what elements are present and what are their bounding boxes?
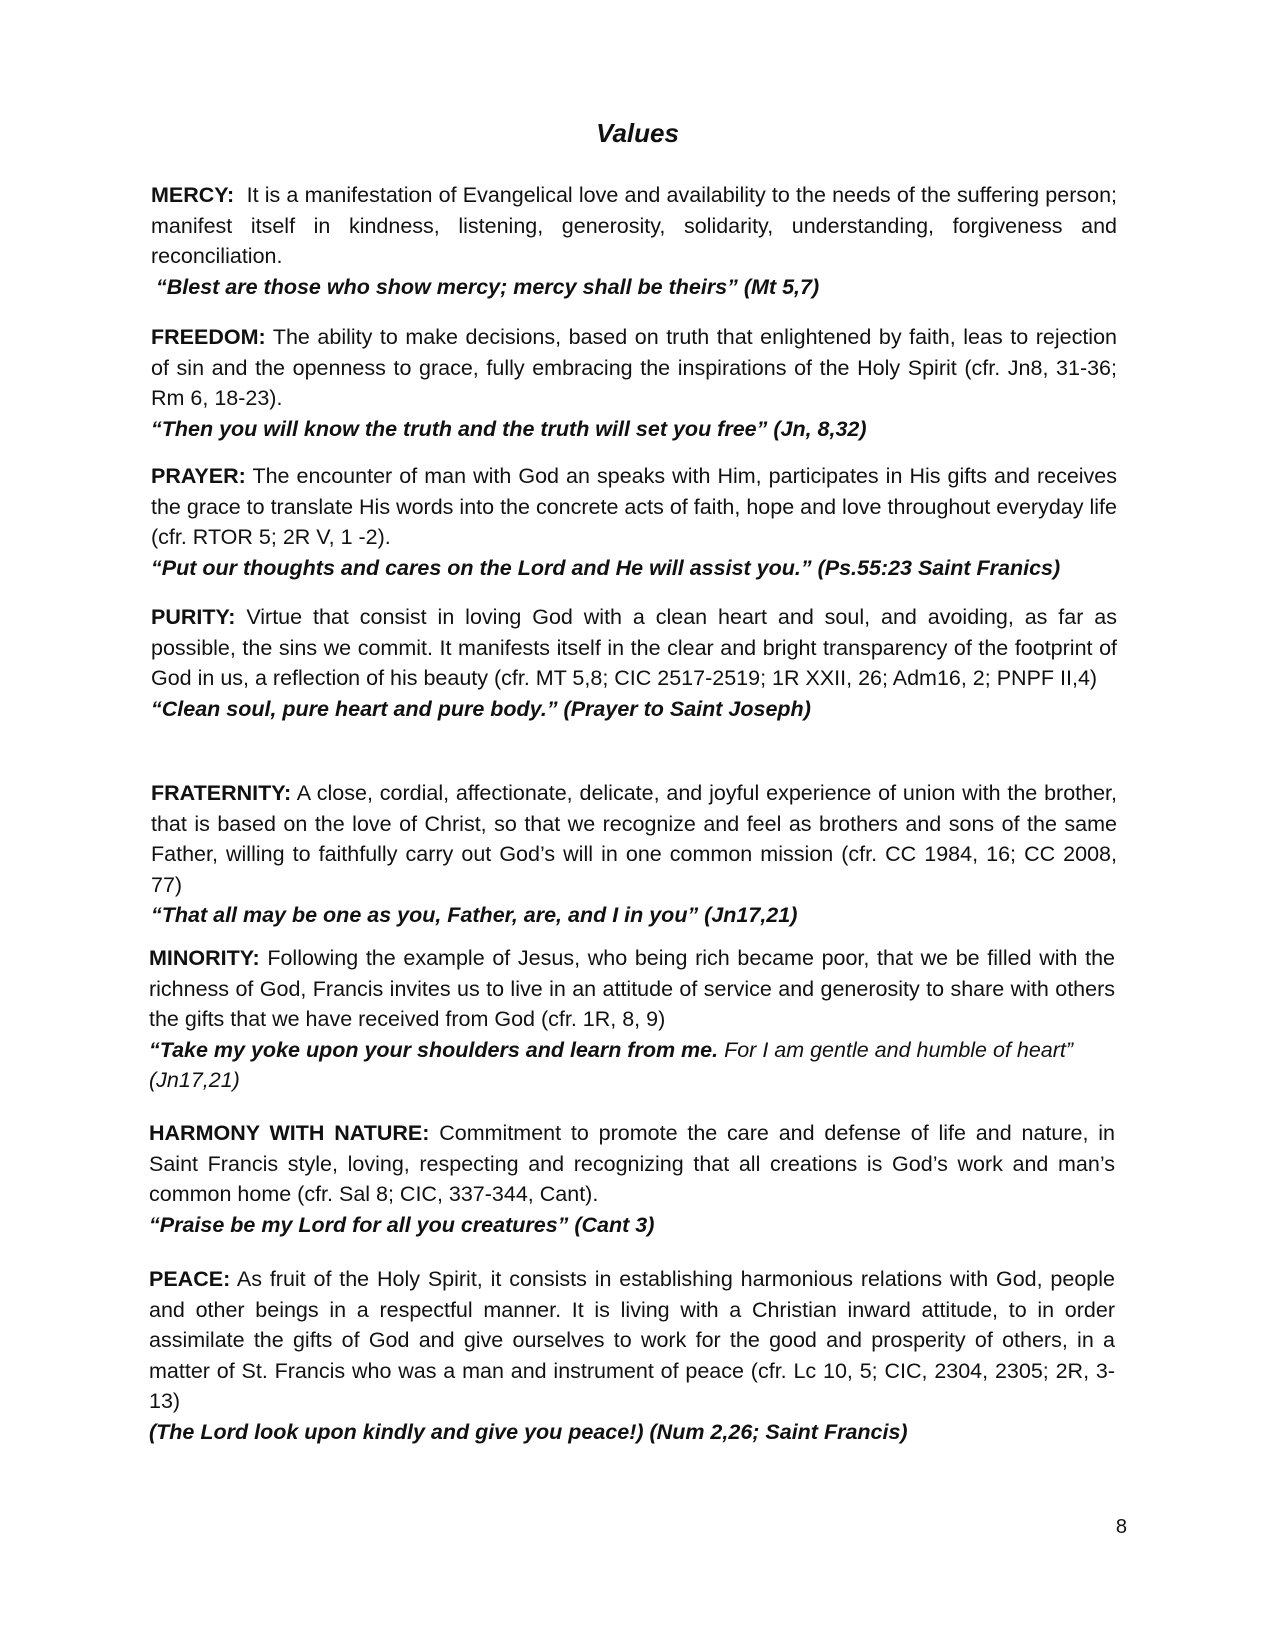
value-term: FREEDOM: [151, 325, 266, 349]
definition-text: It is a manifestation of Evangelical love and availability to the needs of the suffering person; manifest itself in kindness, listening, generosity, solidarity, understanding, forgiveness and reconciliation. [151, 183, 1118, 268]
definition-text: A close, cordial, affectionate, delicate, and joyful experience of union with the brother, that is based on the love of Christ, so that we recognize and feel as brothers and sons of the same Father, willing to faithfully carry out God’s will in one common mission (cfr. CC 1984, 16; CC 2008, 77) [151, 781, 1117, 897]
value-entry-minority [149, 943, 1115, 1096]
value-entry-prayer [151, 461, 1117, 583]
quote-bold-part: “Take my yoke upon your shoulders and learn from me. [149, 1037, 719, 1062]
value-definition [151, 602, 1117, 694]
definition-text: Commitment to promote the care and defense of life and nature, in Saint Francis style, loving, respecting and recognizing that all creations is God’s work and man’s common home (cfr. Sal 8; CIC, 337-344, Cant). [149, 1121, 1115, 1206]
value-definition [149, 1264, 1115, 1417]
value-entry-purity [151, 602, 1117, 724]
value-quote: “Clean soul, pure heart and pure body.” (Prayer to Saint Joseph) [151, 696, 811, 721]
value-term: MERCY: [151, 183, 235, 207]
quote-italic-part: For I am gentle and humble of heart” (Jn17,21) [149, 1037, 1074, 1092]
value-definition [151, 180, 1117, 272]
value-term: PRAYER: [151, 464, 246, 488]
value-entry-fraternity [151, 778, 1117, 931]
value-quote: “Blest are those who show mercy; mercy shall be theirs” (Mt 5,7) [156, 274, 820, 299]
value-definition [151, 461, 1117, 553]
definition-text: Following the example of Jesus, who being rich became poor, that we be filled with the richness of God, Francis invites us to live in an attitude of service and generosity to share with others the gifts that we have received from God (cfr. 1R, 8, 9) [149, 946, 1115, 1031]
value-term: PURITY: [151, 605, 236, 629]
value-entry-mercy [151, 180, 1117, 302]
value-entry-peace [149, 1264, 1115, 1447]
value-quote [149, 1035, 1115, 1096]
definition-text: Virtue that consist in loving God with a clean heart and soul, and avoiding, as far as possible, the sins we commit. It manifests itself in the clear and bright transparency of the footprint of God in us, a reflection of his beauty (cfr. MT 5,8; CIC 2517-2519; 1R XXII, 26; Adm16, 2; PNPF II,4) [151, 605, 1117, 690]
value-definition [149, 943, 1115, 1035]
value-quote: (The Lord look upon kindly and give you peace!) (Num 2,26; Saint Francis) [149, 1419, 908, 1444]
definition-text: The ability to make decisions, based on truth that enlightened by faith, leas to rejection of sin and the openness to grace, fully embracing the inspirations of the Holy Spirit (cfr. Jn8, 31-36; Rm 6, 18-23). [151, 325, 1117, 410]
value-term: FRATERNITY: [151, 781, 292, 805]
value-quote: “Then you will know the truth and the truth will set you free” (Jn, 8,32) [151, 416, 867, 441]
value-definition [149, 1118, 1115, 1210]
definition-text: The encounter of man with God an speaks with Him, participates in His gifts and receives the grace to translate His words into the concrete acts of faith, hope and love throughout everyday life (cfr. RTOR 5; 2R V, 1 -2). [151, 464, 1118, 549]
value-quote: “That all may be one as you, Father, are, and I in you” (Jn17,21) [151, 903, 798, 927]
value-term: MINORITY: [149, 946, 260, 970]
page-number: 8 [1115, 1516, 1127, 1538]
value-definition [151, 778, 1117, 900]
value-term: PEACE: [149, 1267, 231, 1291]
page-title: Values [596, 118, 679, 148]
value-term: HARMONY WITH NATURE: [149, 1121, 430, 1145]
value-quote: “Put our thoughts and cares on the Lord and He will assist you.” (Ps.55:23 Saint Franics) [151, 555, 1061, 580]
value-quote: “Praise be my Lord for all you creatures” (Cant 3) [149, 1212, 655, 1237]
value-definition [151, 322, 1117, 414]
definition-text: As fruit of the Holy Spirit, it consists in establishing harmonious relations with God, people and other beings in a respectful manner. It is living with a Christian inward attitude, to in order assimilate the gifts of God and give ourselves to work for the good and prosperity of others, in a matter of St. Francis who was a man and instrument of peace (cfr. Lc 10, 5; CIC, 2304, 2305; 2R, 3-13) [149, 1267, 1115, 1413]
value-entry-freedom [151, 322, 1117, 444]
value-entry-harmony-with-nature [149, 1118, 1115, 1240]
